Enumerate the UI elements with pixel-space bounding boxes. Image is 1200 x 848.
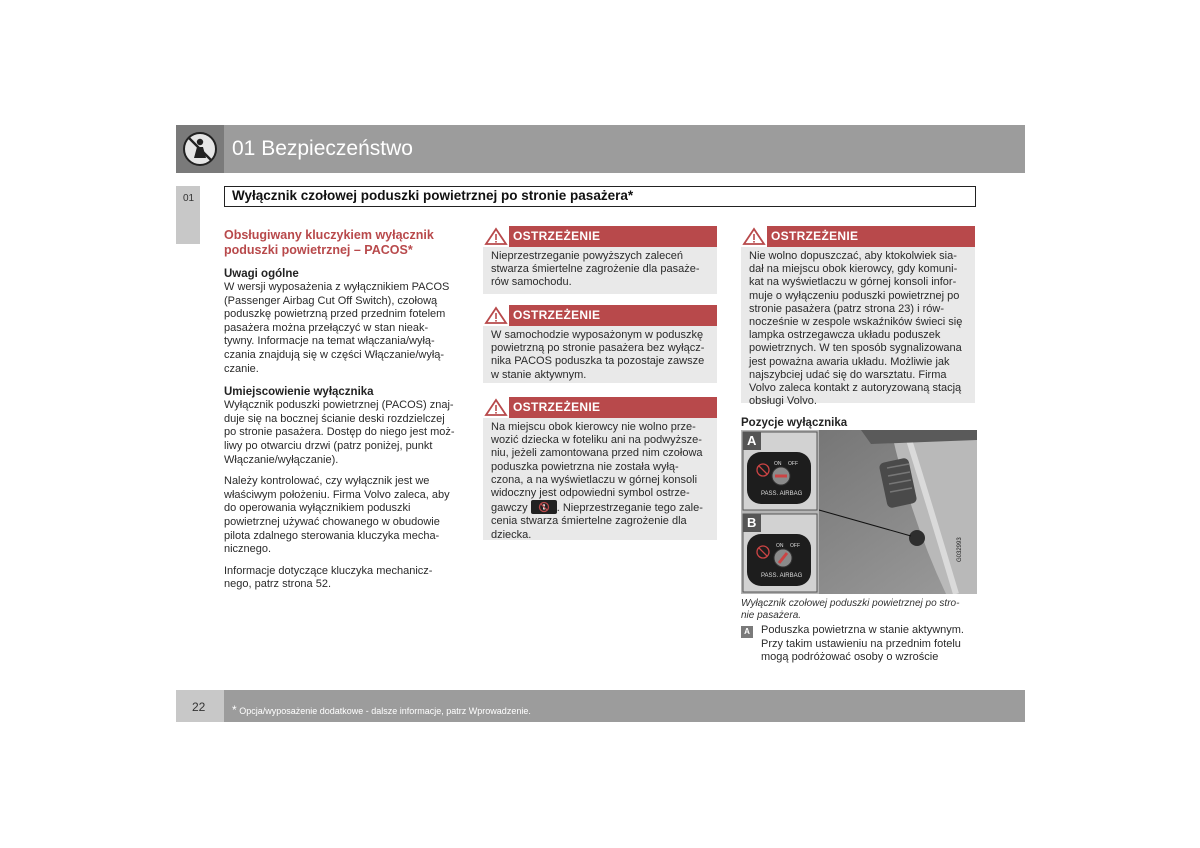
caption-line: nie pasażera.	[741, 610, 802, 621]
warning-triangle-icon	[483, 397, 509, 418]
text-line: niu, jeżeli zamontowana przed nim czołowa	[491, 447, 703, 460]
text-line: poduszkę powietrzną przed przednim fotelem	[224, 308, 446, 321]
text-line: Wyłącznik poduszki powietrznej (PACOS) znaj-	[224, 399, 454, 412]
text-line: Poduszka powietrzna w stanie aktywnym.	[761, 624, 964, 636]
figure-caption	[741, 598, 981, 622]
warning-label: OSTRZEŻENIE	[513, 308, 601, 322]
chapter-title: 01 Bezpieczeństwo	[232, 137, 413, 160]
heading-line: Obsługiwany kluczykiem wyłącznik	[224, 228, 434, 242]
text-line: Nieprzestrzeganie powyższych zaleceń	[491, 250, 683, 262]
text-line: Informacje dotyczące kluczyka mechanicz-	[224, 564, 433, 577]
text-line: powietrzną po stronie pasażera bez wyłącz-	[491, 342, 705, 355]
warning-box-2	[483, 305, 717, 383]
switch-text: PASS. AIRBAG	[761, 491, 803, 497]
text-line: widoczny jest odpowiedni symbol ostrze-	[491, 487, 690, 500]
text-line: poduszka powietrzna nie została wyłą-	[491, 460, 679, 473]
text-line: czona, a na wyświetlaczu w górnej konsoli	[491, 473, 698, 486]
text-line: liwy po otwarciu drzwi (patrz poniżej, punkt	[224, 439, 433, 452]
switch-text: PASS. AIRBAG	[761, 573, 803, 579]
text-line: tywny. Informacje na temat włączania/wyłą-	[224, 335, 435, 348]
paragraph-key-info	[224, 565, 464, 592]
section-title: Wyłącznik czołowej poduszki powietrznej po stronie pasażera*	[232, 188, 634, 203]
text-line: stronie pasażera (patrz strona 23) i rów-	[749, 302, 945, 315]
text-line: nego, patrz strona 52.	[224, 578, 332, 591]
chapter-tab-number: 01	[183, 193, 195, 204]
warning-header	[483, 305, 717, 326]
text-line-with-symbol	[491, 500, 709, 515]
warning-box-3	[483, 397, 717, 540]
text-line: Nie wolno dopuszczać, aby ktokolwiek sia-	[749, 250, 957, 262]
text-line: najszybciej udać się do warsztatu. Firma	[749, 368, 947, 381]
text-line: jest poważna awaria układu. Możliwie jak	[749, 355, 950, 368]
text-line: nicznego.	[224, 543, 272, 556]
warning-box-4	[741, 226, 975, 408]
airbag-off-symbol-icon	[531, 500, 557, 514]
text-line: nocześnie w zespole wskaźników świeci się	[749, 316, 963, 329]
text-line: nika PACOS poduszka ta pozostaje zawsze	[491, 355, 705, 368]
text-line: muje o wyłączeniu poduszki powietrznej po	[749, 289, 960, 302]
heading-line: poduszki powietrznej – PACOS*	[224, 243, 413, 257]
item-a-marker: A	[741, 626, 753, 638]
subheading-switch-location: Umiejscowienie wyłącznika	[224, 386, 374, 399]
warning-text	[741, 247, 975, 408]
warning-box-1	[483, 226, 717, 294]
airbag-safety-icon	[181, 130, 219, 168]
text-fragment: . Nieprzestrzeganie tego zale-	[556, 502, 703, 515]
text-line: czanie.	[224, 362, 259, 375]
text-line: dał na miejscu obok kierowcy, gdy komuni-	[749, 263, 958, 276]
warning-text	[483, 418, 717, 542]
item-a-text	[761, 624, 986, 665]
text-line: (Passenger Airbag Cut Off Switch), czołową	[224, 294, 438, 307]
text-line: duje się na bocznej ścianie deski rozdzielczej	[224, 412, 445, 425]
subheading-general-notes: Uwagi ogólne	[224, 268, 299, 280]
text-line: W wersji wyposażenia z wyłącznikiem PACOS	[224, 281, 450, 293]
text-line: Na miejscu obok kierowcy nie wolno prze-	[491, 421, 696, 433]
column-1	[224, 228, 464, 592]
switch-on-label: ON	[776, 543, 784, 549]
dashboard-illustration	[741, 430, 977, 594]
switch-on-label: ON	[774, 461, 782, 467]
col1-heading	[224, 228, 464, 258]
figure-heading: Pozycje wyłącznika	[741, 417, 848, 429]
footnote-star: *	[232, 703, 237, 717]
switch-position-figure	[741, 430, 977, 594]
paragraph-check-position	[224, 475, 464, 557]
text-line: pilota zdalnego sterowania kluczyka mecha-	[224, 529, 440, 542]
text-line: lampka ostrzegawcza układu poduszek	[749, 329, 941, 342]
text-line: mogą podróżować osoby o wzroście	[761, 651, 939, 664]
text-line: Włączanie/wyłączanie).	[224, 453, 339, 466]
text-line: właściwym położeniu. Firma Volvo zaleca, aby	[224, 488, 450, 501]
switch-off-label: OFF	[790, 543, 800, 549]
footer-note	[232, 703, 531, 717]
page-number: 22	[192, 700, 206, 714]
warning-triangle-icon	[483, 305, 509, 326]
figure-code: G032993	[957, 537, 963, 562]
warning-header	[483, 226, 717, 247]
warning-triangle-icon	[483, 226, 509, 247]
text-line: powietrznej używać chowanego w obudowie	[224, 515, 440, 528]
warning-label: OSTRZEŻENIE	[771, 229, 859, 243]
figure-label-a: A	[747, 433, 757, 448]
text-line: po stronie pasażera. Dostęp do niego jest moż-	[224, 426, 455, 439]
warning-text	[483, 247, 717, 290]
footnote-text: Opcja/wyposażenie dodatkowe - dalsze informacje, patrz Wprowadzenie.	[239, 706, 531, 716]
paragraph-general	[224, 281, 464, 376]
text-line: Przy takim ustawieniu na przednim fotelu	[761, 637, 961, 650]
text-line: cenia stwarza śmiertelne zagrożenie dla	[491, 515, 687, 528]
text-line: stwarza śmiertelne zagrożenie dla pasaże-	[491, 263, 700, 276]
text-line: rów samochodu.	[491, 276, 572, 289]
text-line: W samochodzie wyposażonym w poduszkę	[491, 329, 704, 341]
text-line: kat na wyświetlaczu w górnej konsoli infor-	[749, 276, 957, 289]
warning-label: OSTRZEŻENIE	[513, 229, 601, 243]
paragraph-location	[224, 399, 464, 467]
warning-triangle-icon	[741, 226, 767, 247]
text-line: do operowania wyłącznikiem poduszki	[224, 502, 411, 515]
text-line: powietrznych. W ten sposób sygnalizowana	[749, 342, 962, 355]
text-line: Volvo zaleca kontakt z autoryzowaną stacją	[749, 382, 962, 395]
figure-label-b: B	[747, 515, 757, 530]
warning-label: OSTRZEŻENIE	[513, 400, 601, 414]
switch-off-label: OFF	[788, 461, 798, 467]
text-line: w stanie aktywnym.	[491, 368, 587, 381]
text-line: obsługi Volvo.	[749, 395, 817, 408]
caption-line: Wyłącznik czołowej poduszki powietrznej po stro-	[741, 598, 960, 609]
warning-header	[483, 397, 717, 418]
text-line: czania znajdują się w części Włączanie/wyłą-	[224, 348, 445, 361]
warning-text	[483, 326, 717, 382]
text-line: wozić dziecka w foteliku ani na podwyższe-	[491, 434, 702, 447]
text-line: dziecka.	[491, 528, 532, 541]
warning-header	[741, 226, 975, 247]
text-fragment: gawczy	[491, 502, 528, 515]
text-line: pasażera można przełączyć w stan nieak-	[224, 321, 429, 334]
text-line: Należy kontrolować, czy wyłącznik jest we	[224, 475, 430, 488]
